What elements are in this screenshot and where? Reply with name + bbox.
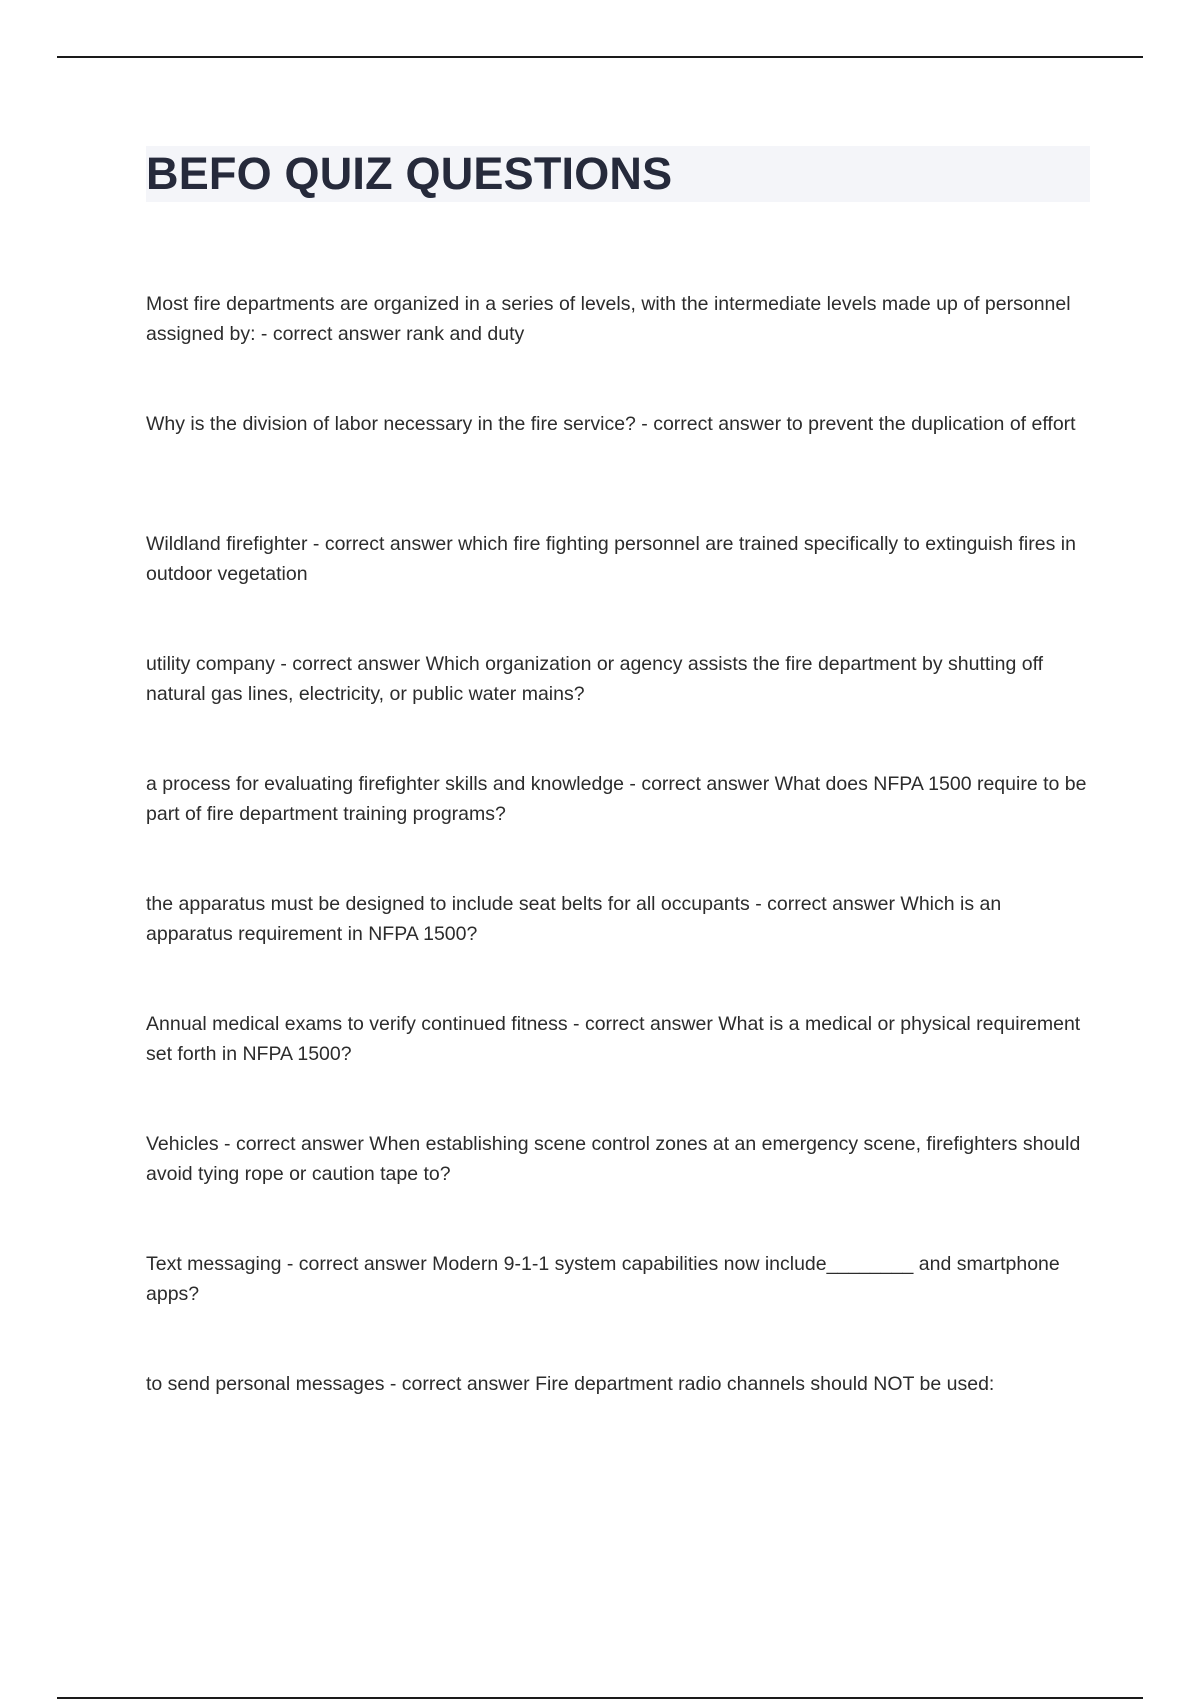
qa-item-9: Text messaging - correct answer Modern 9-1-1 system capabilities now include________ and smartphone apps? <box>146 1253 1060 1305</box>
top-rule <box>57 56 1143 58</box>
qa-item-8: Vehicles - correct answer When establishing scene control zones at an emergency scene, firefighters should avoid tying rope or caution tape to? <box>146 1133 1081 1185</box>
qa-item-6: the apparatus must be designed to include seat belts for all occupants - correct answer Which is an apparatus requirement in NFPA 1500? <box>146 893 1002 945</box>
qa-item-7: Annual medical exams to verify continued fitness - correct answer What is a medical or physical requirement set forth in NFPA 1500? <box>146 1013 1081 1065</box>
document-title: BEFO QUIZ QUESTIONS <box>146 148 673 199</box>
qa-item-1: Most fire departments are organized in a series of levels, with the intermediate levels made up of personnel assigned by: - correct answer rank and duty <box>146 293 1071 345</box>
qa-item-2: Why is the division of labor necessary in the fire service? - correct answer to prevent the duplication of effort <box>146 413 1076 435</box>
qa-item-4: utility company - correct answer Which organization or agency assists the fire department by shutting off natural gas lines, electricity, or public water mains? <box>146 653 1044 705</box>
qa-item-3: Wildland firefighter - correct answer which fire fighting personnel are trained specifically to extinguish fires in outdoor vegetation <box>146 533 1076 585</box>
qa-item-10: to send personal messages - correct answer Fire department radio channels should NOT be used: <box>146 1373 995 1395</box>
bottom-rule <box>57 1697 1143 1699</box>
qa-list <box>146 290 1090 1430</box>
qa-item-5: a process for evaluating firefighter skills and knowledge - correct answer What does NFPA 1500 require to be part of fire department training programs? <box>146 773 1087 825</box>
